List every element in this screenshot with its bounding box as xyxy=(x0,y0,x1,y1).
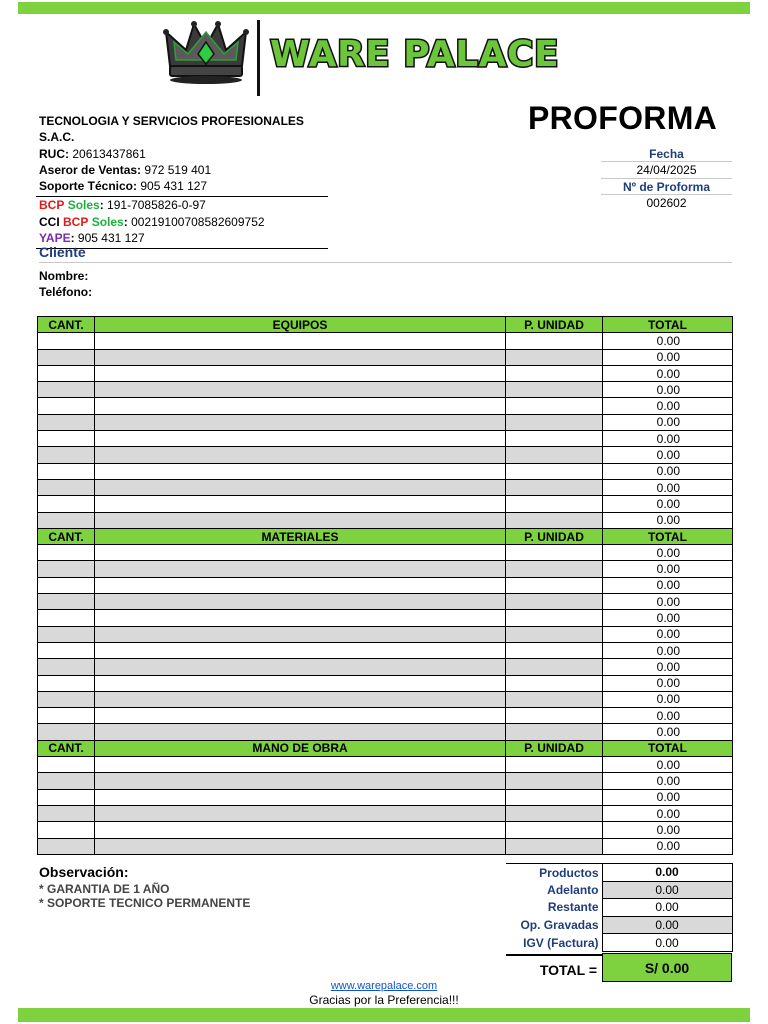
table-row xyxy=(38,838,733,854)
ruc-line: RUC: 20613437861 xyxy=(39,146,146,161)
description-cell xyxy=(95,349,506,365)
unit-price-cell xyxy=(506,414,603,430)
table-row xyxy=(38,496,733,512)
description-cell xyxy=(95,512,506,528)
row-total-cell: 0.00 xyxy=(603,414,733,430)
unit-price-cell xyxy=(506,757,603,773)
description-cell xyxy=(95,610,506,626)
unit-price-cell xyxy=(506,479,603,495)
observation-line: * GARANTIA DE 1 AÑO xyxy=(39,882,170,896)
observations-title: Observación: xyxy=(39,864,129,880)
unit-price-cell xyxy=(506,838,603,854)
description-cell xyxy=(95,382,506,398)
table-row xyxy=(38,757,733,773)
sales-line: Aseror de Ventas: 972 519 401 xyxy=(39,162,212,177)
description-cell xyxy=(95,757,506,773)
crown-icon xyxy=(162,20,250,86)
table-row xyxy=(38,365,733,381)
table-row xyxy=(38,642,733,658)
row-total-cell: 0.00 xyxy=(603,333,733,349)
client-name-label: Nombre: xyxy=(39,269,89,283)
row-total-cell: 0.00 xyxy=(603,626,733,642)
qty-cell xyxy=(38,822,95,838)
unit-price-cell xyxy=(506,708,603,724)
company-name: TECNOLOGIA Y SERVICIOS PROFESIONALES S.A.C. xyxy=(39,114,304,145)
unit-price-cell xyxy=(506,496,603,512)
description-cell xyxy=(95,577,506,593)
qty-cell xyxy=(38,333,95,349)
qty-cell xyxy=(38,757,95,773)
unit-price-cell xyxy=(506,642,603,658)
table-row xyxy=(38,479,733,495)
qty-cell xyxy=(38,431,95,447)
unit-price-cell xyxy=(506,463,603,479)
unit-price-cell xyxy=(506,382,603,398)
table-row xyxy=(38,414,733,430)
description-cell xyxy=(95,496,506,512)
column-header: MATERIALES xyxy=(95,528,506,544)
bottom-accent-band xyxy=(18,1008,750,1022)
unit-price-cell xyxy=(506,398,603,414)
row-total-cell: 0.00 xyxy=(603,691,733,707)
description-cell xyxy=(95,545,506,561)
table-row xyxy=(38,512,733,528)
description-cell xyxy=(95,822,506,838)
support-line: Soporte Técnico: 905 431 127 xyxy=(39,179,208,194)
qty-cell xyxy=(38,512,95,528)
column-header: P. UNIDAD xyxy=(506,528,603,544)
description-cell xyxy=(95,626,506,642)
unit-price-cell xyxy=(506,333,603,349)
number-label: Nº de Proforma xyxy=(601,179,732,195)
qty-cell xyxy=(38,724,95,740)
qty-cell xyxy=(38,805,95,821)
client-phone-label: Teléfono: xyxy=(39,285,93,299)
column-header: P. UNIDAD xyxy=(506,740,603,756)
summary-row-igv: IGV (Factura) 0.00 xyxy=(506,934,732,952)
table-row xyxy=(38,708,733,724)
table-row xyxy=(38,773,733,789)
unit-price-cell xyxy=(506,594,603,610)
unit-price-cell xyxy=(506,675,603,691)
unit-price-cell xyxy=(506,447,603,463)
table-row xyxy=(38,626,733,642)
table-row xyxy=(38,675,733,691)
qty-cell xyxy=(38,349,95,365)
qty-cell xyxy=(38,708,95,724)
table-row xyxy=(38,463,733,479)
cci-line: CCI BCP Soles: 00219100708582609752 xyxy=(39,214,265,229)
unit-price-cell xyxy=(506,431,603,447)
description-cell xyxy=(95,642,506,658)
qty-cell xyxy=(38,675,95,691)
row-total-cell: 0.00 xyxy=(603,349,733,365)
section-header-row xyxy=(38,740,733,756)
unit-price-cell xyxy=(506,659,603,675)
row-total-cell: 0.00 xyxy=(603,838,733,854)
description-cell xyxy=(95,675,506,691)
qty-cell xyxy=(38,463,95,479)
table-row xyxy=(38,447,733,463)
unit-price-cell xyxy=(506,545,603,561)
description-cell xyxy=(95,479,506,495)
description-cell xyxy=(95,838,506,854)
table-row xyxy=(38,431,733,447)
row-total-cell: 0.00 xyxy=(603,512,733,528)
date-value: 24/04/2025 xyxy=(601,162,732,179)
qty-cell xyxy=(38,496,95,512)
qty-cell xyxy=(38,594,95,610)
unit-price-cell xyxy=(506,691,603,707)
column-header: TOTAL xyxy=(603,740,733,756)
table-row xyxy=(38,333,733,349)
summary-row-taxable: Op. Gravadas 0.00 xyxy=(506,916,732,934)
table-row xyxy=(38,659,733,675)
row-total-cell: 0.00 xyxy=(603,805,733,821)
qty-cell xyxy=(38,414,95,430)
column-header: MANO DE OBRA xyxy=(95,740,506,756)
unit-price-cell xyxy=(506,822,603,838)
document-meta xyxy=(601,146,732,212)
unit-price-cell xyxy=(506,577,603,593)
unit-price-cell xyxy=(506,789,603,805)
table-row xyxy=(38,691,733,707)
observation-line: * SOPORTE TECNICO PERMANENTE xyxy=(39,896,251,910)
unit-price-cell xyxy=(506,365,603,381)
row-total-cell: 0.00 xyxy=(603,561,733,577)
column-header: P. UNIDAD xyxy=(506,317,603,333)
table-row xyxy=(38,349,733,365)
row-total-cell: 0.00 xyxy=(603,708,733,724)
client-section-title: Cliente xyxy=(39,244,732,263)
description-cell xyxy=(95,398,506,414)
column-header: CANT. xyxy=(38,528,95,544)
row-total-cell: 0.00 xyxy=(603,789,733,805)
description-cell xyxy=(95,773,506,789)
unit-price-cell xyxy=(506,773,603,789)
description-cell xyxy=(95,333,506,349)
qty-cell xyxy=(38,773,95,789)
summary-row-remaining: Restante 0.00 xyxy=(506,899,732,917)
row-total-cell: 0.00 xyxy=(603,463,733,479)
unit-price-cell xyxy=(506,724,603,740)
row-total-cell: 0.00 xyxy=(603,447,733,463)
row-total-cell: 0.00 xyxy=(603,594,733,610)
row-total-cell: 0.00 xyxy=(603,675,733,691)
summary-row-advance: Adelanto 0.00 xyxy=(506,881,732,899)
description-cell xyxy=(95,691,506,707)
description-cell xyxy=(95,708,506,724)
number-value: 002602 xyxy=(646,196,687,210)
row-total-cell: 0.00 xyxy=(603,822,733,838)
row-total-cell: 0.00 xyxy=(603,479,733,495)
bcp-line: BCP Soles: 191-7085826-0-97 xyxy=(39,198,206,213)
table-row xyxy=(38,594,733,610)
grand-total-label: TOTAL = xyxy=(506,954,602,982)
description-cell xyxy=(95,724,506,740)
row-total-cell: 0.00 xyxy=(603,365,733,381)
section-header-row xyxy=(38,528,733,544)
table-row xyxy=(38,805,733,821)
qty-cell xyxy=(38,447,95,463)
logo-divider xyxy=(257,20,260,96)
row-total-cell: 0.00 xyxy=(603,577,733,593)
yape-line: YAPE: 905 431 127 xyxy=(39,231,145,246)
table-row xyxy=(38,561,733,577)
description-cell xyxy=(95,365,506,381)
column-header: EQUIPOS xyxy=(95,317,506,333)
description-cell xyxy=(95,431,506,447)
table-row xyxy=(38,382,733,398)
qty-cell xyxy=(38,479,95,495)
qty-cell xyxy=(38,691,95,707)
unit-price-cell xyxy=(506,626,603,642)
date-label: Fecha xyxy=(601,146,732,162)
row-total-cell: 0.00 xyxy=(603,757,733,773)
description-cell xyxy=(95,561,506,577)
row-total-cell: 0.00 xyxy=(603,382,733,398)
qty-cell xyxy=(38,838,95,854)
row-total-cell: 0.00 xyxy=(603,398,733,414)
description-cell xyxy=(95,414,506,430)
table-row xyxy=(38,398,733,414)
row-total-cell: 0.00 xyxy=(603,431,733,447)
row-total-cell: 0.00 xyxy=(603,773,733,789)
column-header: TOTAL xyxy=(603,317,733,333)
unit-price-cell xyxy=(506,512,603,528)
document-title: PROFORMA xyxy=(528,100,718,136)
qty-cell xyxy=(38,382,95,398)
column-header: TOTAL xyxy=(603,528,733,544)
description-cell xyxy=(95,463,506,479)
website-link[interactable]: www.warepalace.com xyxy=(330,980,438,992)
table-row xyxy=(38,789,733,805)
qty-cell xyxy=(38,789,95,805)
table-row xyxy=(38,724,733,740)
brand-name: WARE PALACE xyxy=(270,34,560,75)
qty-cell xyxy=(38,365,95,381)
unit-price-cell xyxy=(506,349,603,365)
thanks-message: Gracias por la Preferencia!!! xyxy=(309,993,459,1007)
row-total-cell: 0.00 xyxy=(603,724,733,740)
row-total-cell: 0.00 xyxy=(603,496,733,512)
items-table xyxy=(37,316,733,855)
qty-cell xyxy=(38,577,95,593)
qty-cell xyxy=(38,545,95,561)
description-cell xyxy=(95,659,506,675)
unit-price-cell xyxy=(506,561,603,577)
top-accent-band xyxy=(18,2,750,14)
section-header-row xyxy=(38,317,733,333)
summary-row-products: Productos 0.00 xyxy=(506,864,732,882)
column-header: CANT. xyxy=(38,740,95,756)
summary-table xyxy=(506,863,733,952)
grand-total-value: S/ 0.00 xyxy=(602,953,732,982)
description-cell xyxy=(95,447,506,463)
table-row xyxy=(38,822,733,838)
qty-cell xyxy=(38,561,95,577)
row-total-cell: 0.00 xyxy=(603,545,733,561)
table-row xyxy=(38,610,733,626)
unit-price-cell xyxy=(506,610,603,626)
qty-cell xyxy=(38,642,95,658)
description-cell xyxy=(95,594,506,610)
table-row xyxy=(38,545,733,561)
qty-cell xyxy=(38,610,95,626)
qty-cell xyxy=(38,626,95,642)
row-total-cell: 0.00 xyxy=(603,659,733,675)
unit-price-cell xyxy=(506,805,603,821)
row-total-cell: 0.00 xyxy=(603,642,733,658)
table-row xyxy=(38,577,733,593)
qty-cell xyxy=(38,398,95,414)
description-cell xyxy=(95,789,506,805)
row-total-cell: 0.00 xyxy=(603,610,733,626)
company-info xyxy=(39,113,325,249)
qty-cell xyxy=(38,659,95,675)
description-cell xyxy=(95,805,506,821)
column-header: CANT. xyxy=(38,317,95,333)
